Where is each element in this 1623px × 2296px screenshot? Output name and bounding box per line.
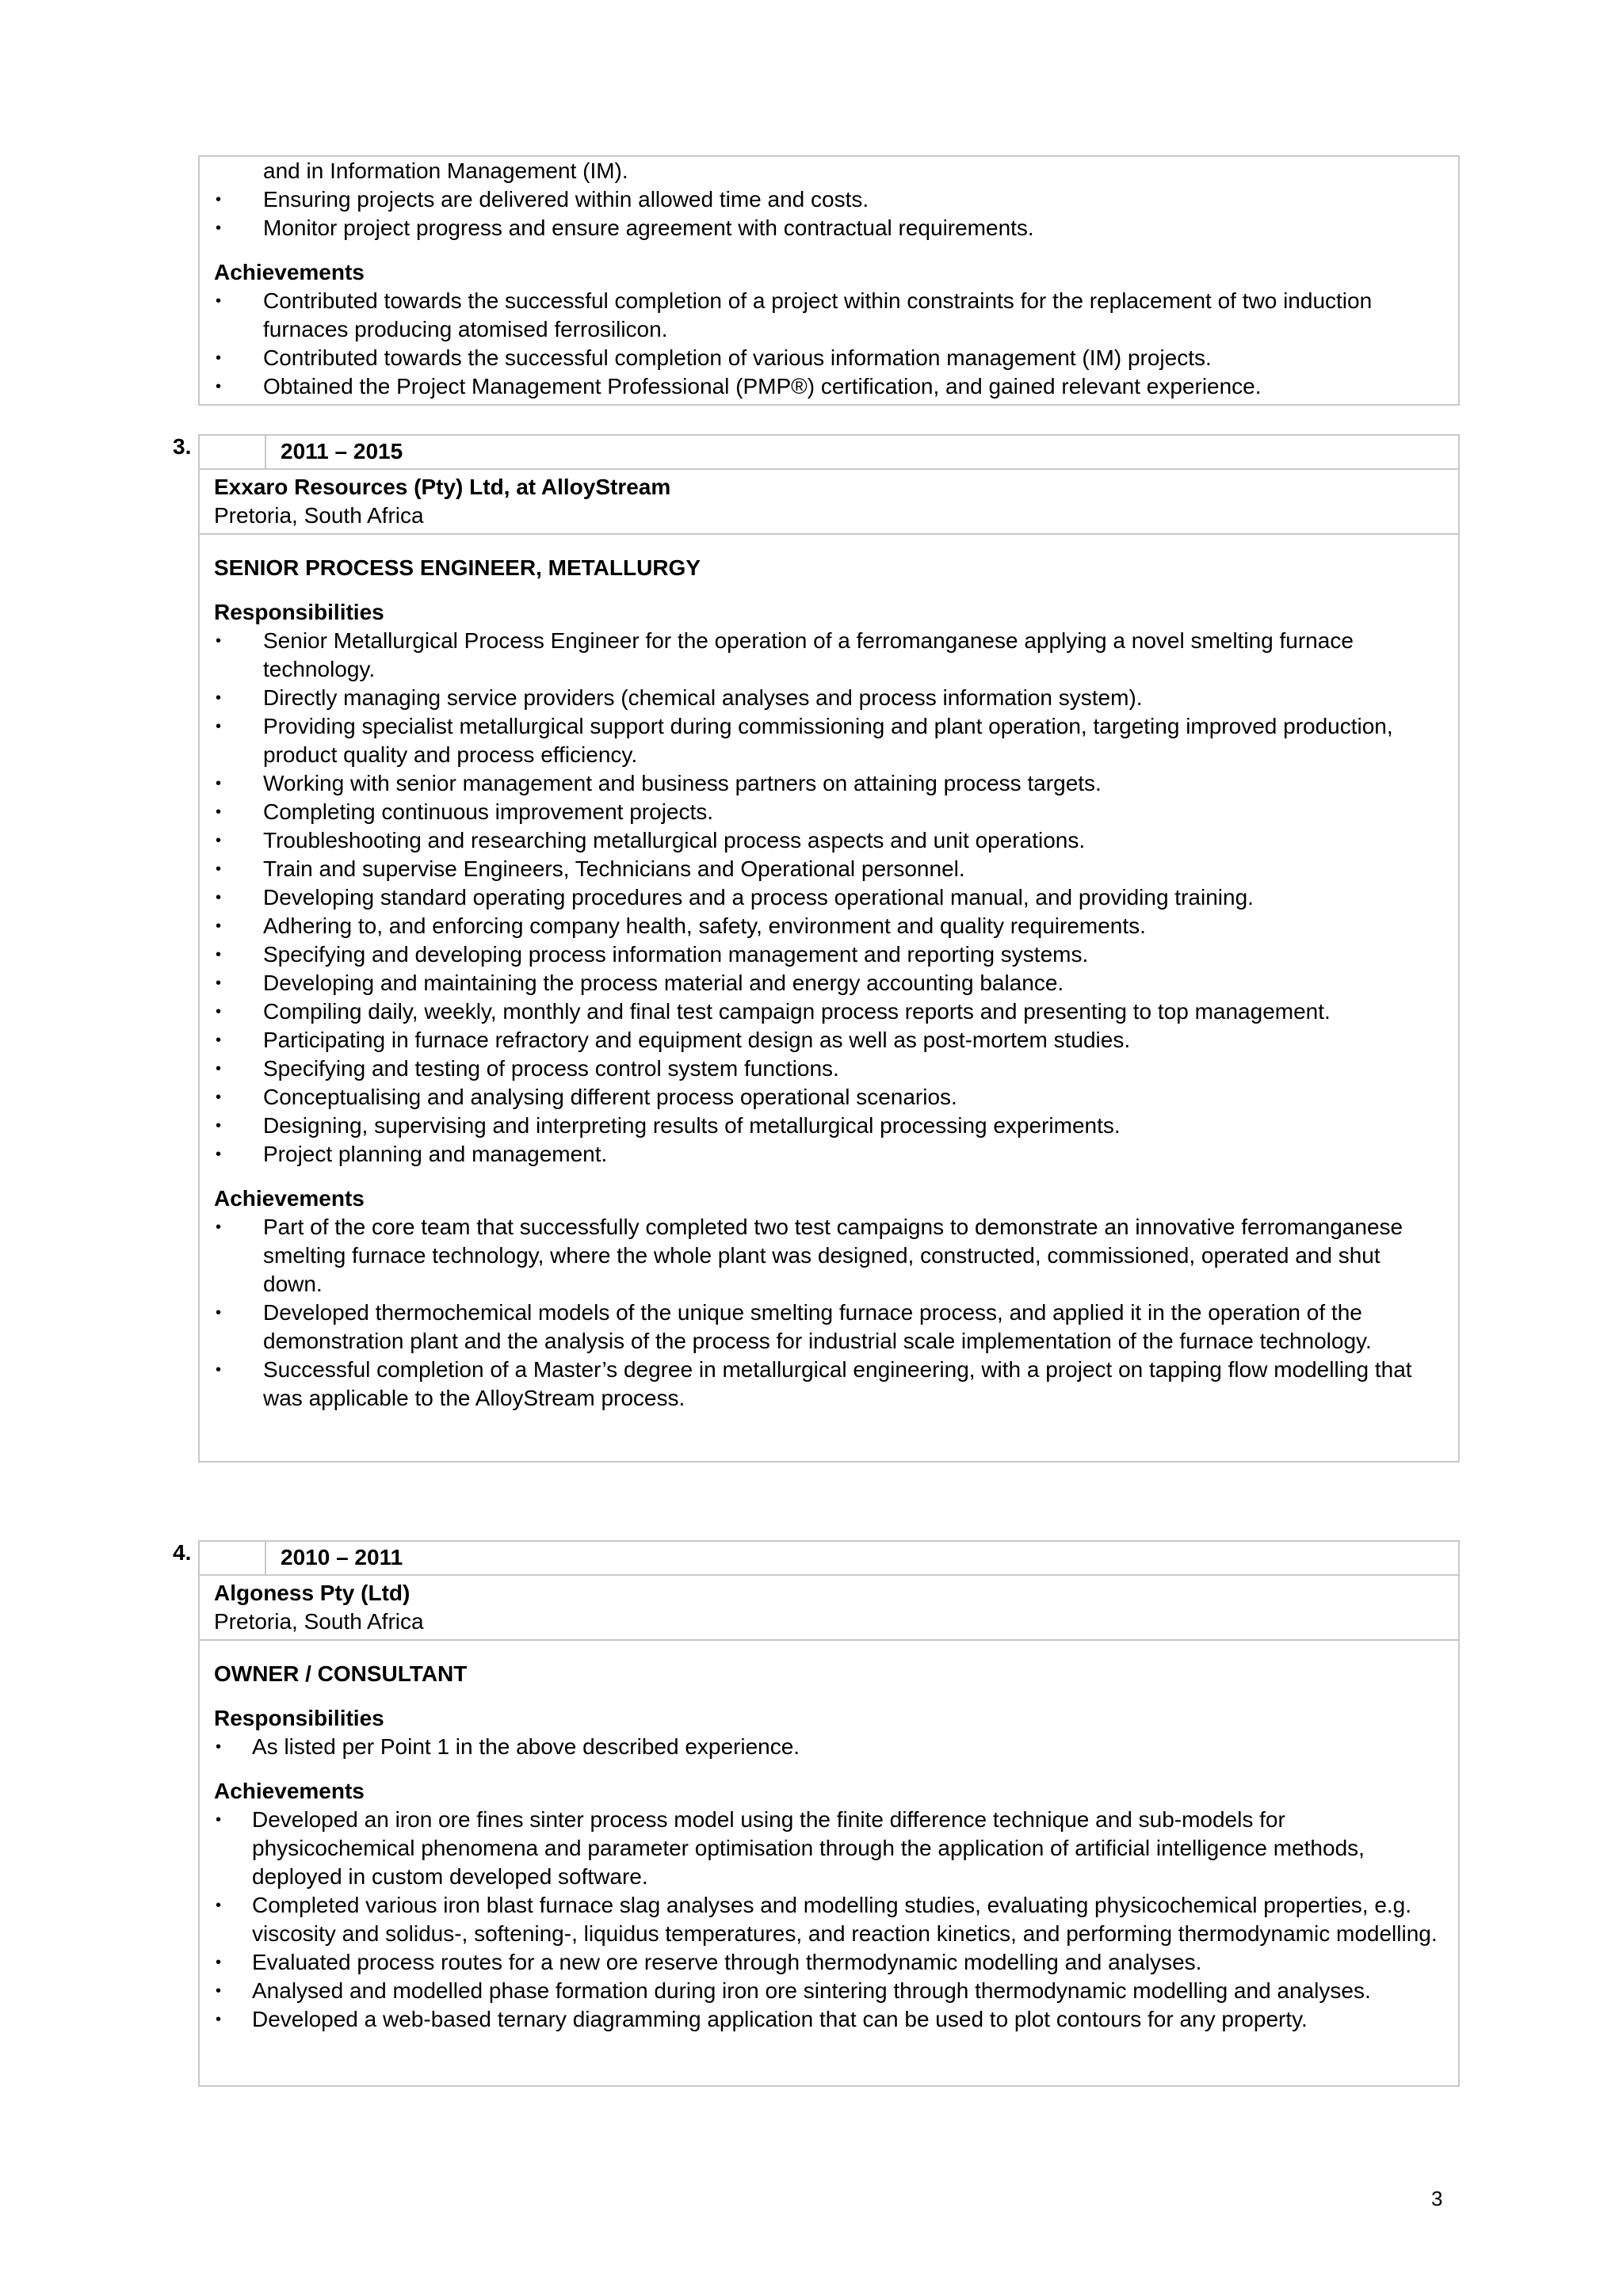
list-item: • Directly managing service providers (chemical analyses and process information system). [214,684,1444,712]
company-name: Algoness Pty (Ltd) [214,1581,411,1605]
experience-entry [198,434,1460,1463]
achievements-heading: Achievements [214,260,365,284]
list-item: • Completing continuous improvement projects. [214,798,1444,826]
list-item: • Part of the core team that successfully completed two test campaigns to demonstrate an innovative ferromanganese smelting furnace technology, where the whole plant was designed, constructed, commissioned, operated and shut down. [214,1213,1444,1299]
continued-entry [198,155,1460,406]
continued-achievements-list [214,287,1444,401]
list-item: • Contributed towards the successful completion of a project within constraints for the replacement of two induction furnaces producing atomised ferrosilicon. [214,287,1444,344]
continued-responsibilities-list [214,185,1444,242]
list-item: • Completed various iron blast furnace slag analyses and modelling studies, evaluating physicochemical properties, e.g. viscosity and solidus-, softening-, liquidus temperatures, and reaction kinetics, and performing thermodynamic modelling. [214,1891,1444,1948]
company-block [200,470,1458,535]
list-item: • Developing and maintaining the process material and energy accounting balance. [214,969,1444,997]
list-item: • Senior Metallurgical Process Engineer for the operation of a ferromanganese applying a novel smelting furnace technology. [214,627,1444,684]
list-item: • Contributed towards the successful completion of various information management (IM) projects. [214,344,1444,372]
list-item: • Developed an iron ore fines sinter process model using the finite difference technique and sub-models for physicochemical phenomena and parameter optimisation through the application of artificial intelligence methods, deployed in custom developed software. [214,1806,1444,1891]
list-item: • Designing, supervising and interpreting results of metallurgical processing experiments. [214,1112,1444,1140]
list-item: • Working with senior management and business partners on attaining process targets. [214,769,1444,798]
company-location: Pretoria, South Africa [214,1609,424,1634]
list-item: • Compiling daily, weekly, monthly and final test campaign process reports and presenting to top management. [214,997,1444,1026]
list-item: • Troubleshooting and researching metallurgical process aspects and unit operations. [214,826,1444,855]
achievements-heading: Achievements [214,1186,365,1211]
entry-number: 4. [173,1540,192,1565]
experience-entry [198,1540,1460,2087]
list-item: • Specifying and developing process information management and reporting systems. [214,940,1444,969]
list-item: • Developing standard operating procedures and a process operational manual, and providing training. [214,883,1444,912]
list-item: • Participating in furnace refractory and equipment design as well as post-mortem studies. [214,1026,1444,1055]
responsibilities-heading: Responsibilities [214,600,384,624]
list-item: • Evaluated process routes for a new ore reserve through thermodynamic modelling and analyses. [214,1948,1444,1977]
role-title: SENIOR PROCESS ENGINEER, METALLURGY [214,555,701,580]
achievements-heading: Achievements [214,1779,365,1803]
list-item: • Monitor project progress and ensure agreement with contractual requirements. [214,214,1444,242]
list-item: • Specifying and testing of process control system functions. [214,1055,1444,1083]
list-item: • Providing specialist metallurgical support during commissioning and plant operation, targeting improved production, product quality and process efficiency. [214,712,1444,769]
list-item: • Ensuring projects are delivered within allowed time and costs. [214,185,1444,214]
list-item: • Train and supervise Engineers, Technicians and Operational personnel. [214,855,1444,883]
list-item: • Conceptualising and analysing different process operational scenarios. [214,1083,1444,1112]
responsibilities-heading: Responsibilities [214,1706,384,1730]
entry-dates: 2011 – 2015 [281,439,403,463]
entry-header [200,1542,1458,1576]
entry-header [200,436,1458,470]
list-item: • Developed a web-based ternary diagramming application that can be used to plot contours for any property. [214,2005,1444,2034]
list-item: • Obtained the Project Management Professional (PMP®) certification, and gained relevant experience. [214,372,1444,401]
page-number: 3 [1431,2187,1443,2210]
continued-line: and in Information Management (IM). [263,158,628,183]
achievements-list [214,1213,1444,1413]
list-item: • Analysed and modelled phase formation during iron ore sintering through thermodynamic modelling and analyses. [214,1977,1444,2005]
list-item: • Adhering to, and enforcing company health, safety, environment and quality requirements. [214,912,1444,940]
responsibilities-list [214,627,1444,1169]
responsibilities-list [214,1733,1444,1761]
company-block [200,1576,1458,1641]
company-name: Exxaro Resources (Pty) Ltd, at AlloyStream [214,475,671,499]
role-title: OWNER / CONSULTANT [214,1661,468,1686]
entry-dates: 2010 – 2011 [281,1545,403,1569]
company-location: Pretoria, South Africa [214,503,424,528]
achievements-list [214,1806,1444,2034]
list-item: • Project planning and management. [214,1140,1444,1169]
list-item: • Developed thermochemical models of the unique smelting furnace process, and applied it in the operation of the demonstration plant and the analysis of the process for industrial scale implementation of the furnace technology. [214,1299,1444,1356]
list-item: • Successful completion of a Master’s degree in metallurgical engineering, with a project on tapping flow modelling that was applicable to the AlloyStream process. [214,1356,1444,1413]
list-item: • As listed per Point 1 in the above described experience. [214,1733,1444,1761]
entry-number: 3. [173,434,192,459]
